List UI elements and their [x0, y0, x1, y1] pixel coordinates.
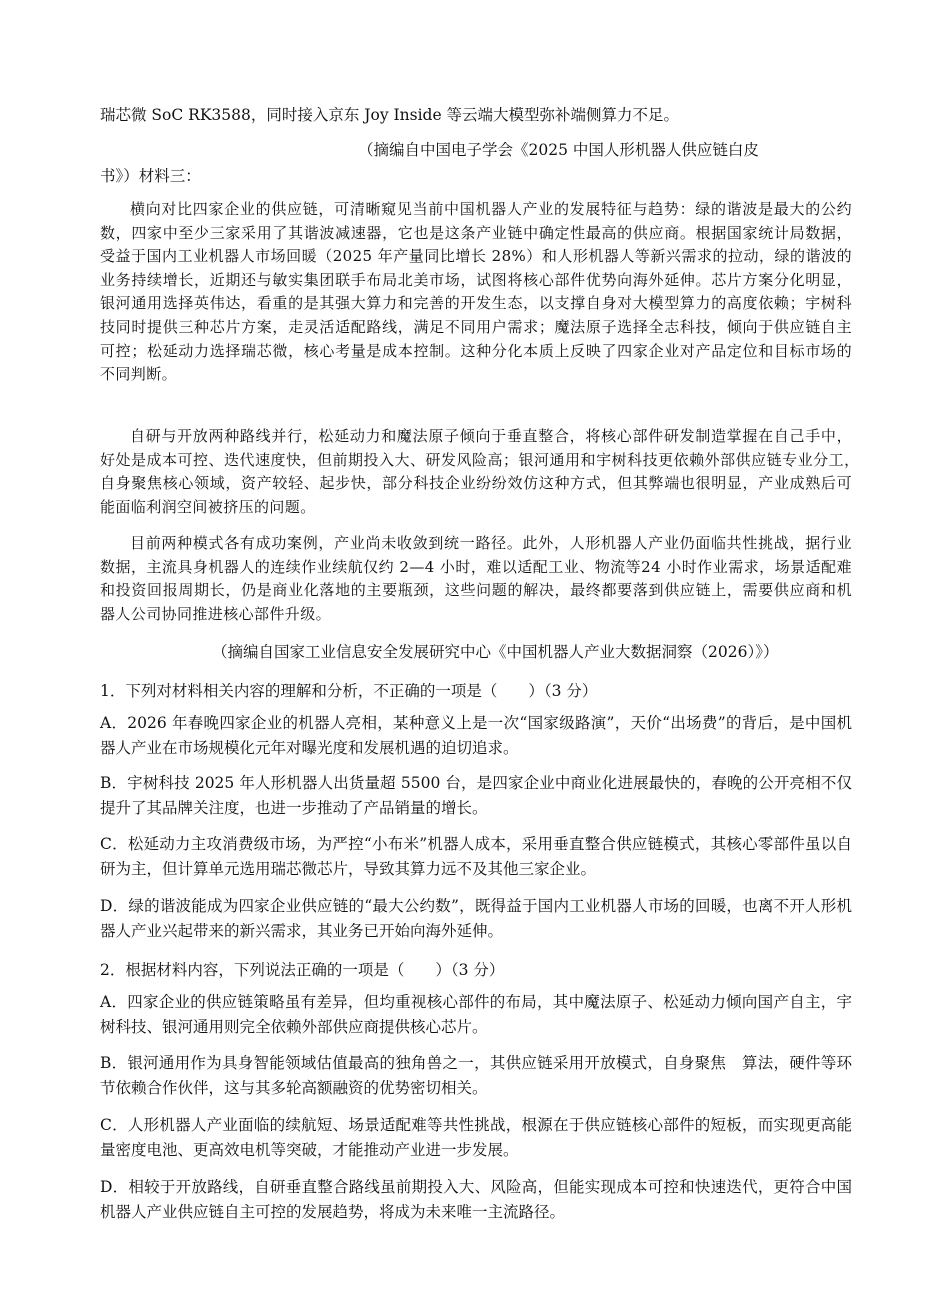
question-1-option-d: D．绿的谐波能成为四家企业供应链的“最大公约数”，既得益于国内工业机器人市场的回暖，也离不开人形机器人产业兴起带来的新兴需求，其业务已开始向海外延伸。 — [100, 897, 852, 940]
continued-text-line: 瑞芯微 SoC RK3588，同时接入京东 Joy Inside 等云端大模型弥补端侧算力不足。 — [100, 106, 680, 124]
material3-paragraph-1: 横向对比四家企业的供应链，可清晰窥见当前中国机器人产业的发展特征与趋势：绿的谐波是最大的公约数，四家中至少三家采用了其谐波减速器，它也是这条产业链中确定性最高的供应商。根据国家统计局数据，受益于国内工业机器人市场回暖（2025 年产量同比增长 28%）和人形机器人等新兴需求的拉动，绿的谐波的业务持续增长，近期还与敏实集团联手布局北美市场，试图将核心部件优势向海外延伸。芯片方案分化明显，银河通用选择英伟达，看重的是其强大算力和完善的开发生态，以支撑自身对大模型算力的高度依赖；宇树科技同时提供三种芯片方案，走灵活适配路线，满足不同用户需求；魔法原子选择全志科技，倾向于供应链自主可控；松延动力选择瑞芯微，核心考量是成本控制。这种分化本质上反映了四家企业对产品定位和目标市场的不同判断。 — [100, 200, 852, 384]
question-2-option-a: A．四家企业的供应链策略虽有差异，但均重视核心部件的布局，其中魔法原子、松延动力倾向国产自主，宇树科技、银河通用则完全依赖外部供应商提供核心芯片。 — [100, 993, 852, 1036]
material3-paragraph-3: 目前两种模式各有成功案例，产业尚未收敛到统一路径。此外，人形机器人产业仍面临共性挑战，据行业数据，主流具身机器人的连续作业续航仅约 2—4 小时，难以适配工业、物流等24 小时作业需求，场景适配难和投资回报周期长，仍是商业化落地的主要瓶颈，这些问题的解决，最终都要落到供应链上，需要供应商和机器人公司协同推进核心部件升级。 — [100, 534, 852, 623]
material3-paragraph-2: 自研与开放两种路线并行，松延动力和魔法原子倾向于垂直整合，将核心部件研发制造掌握在自己手中，好处是成本可控、迭代速度快，但前期投入大、研发风险高；银河通用和宇树科技更依赖外部供应链专业分工， 自身聚焦核心领域，资产较轻、起步快，部分科技企业纷纷效仿这种方式，但其弊端也很明显，产业成熟后可能面临利润空间被挤压的问题。 — [100, 427, 868, 516]
question-2-option-d: D．相较于开放路线，自研垂直整合路线虽前期投入大、风险高，但能实现成本可控和快速迭代，更符合中国机器人产业供应链自主可控的发展趋势，将成为未来唯一主流路径。 — [100, 1178, 852, 1221]
question-2-option-c: C．人形机器人产业面临的续航短、场景适配难等共性挑战，根源在于供应链核心部件的短板，而实现更高能量密度电池、更高效电机等突破，才能推动产业进一步发展。 — [100, 1116, 852, 1159]
source-citation-material2: （摘编自中国电子学会《2025 中国人形机器人供应链白皮 — [358, 141, 759, 159]
question-2-option-b: B．银河通用作为具身智能领域估值最高的独角兽之一，其供应链采用开放模式，自身聚焦 算法，硬件等环节依赖合作伙伴，这与其多轮高额融资的优势密切相关。 — [100, 1054, 852, 1097]
question-1-option-b: B．宇树科技 2025 年人形机器人出货量超 5500 台，是四家企业中商业化进展最快的，春晚的公开亮相不仅提升了其品牌关注度，也进一步推动了产品销量的增长。 — [100, 774, 852, 817]
question-1-option-a: A．2026 年春晚四家企业的机器人亮相，某种意义上是一次“国家级路演”，天价“出场费”的背后，是中国机器人产业在市场规模化元年对曝光度和发展机遇的迫切追求。 — [100, 714, 852, 757]
question-1-stem: 1．下列对材料相关内容的理解和分析，不正确的一项是（ ）（3 分） — [100, 682, 598, 700]
source-citation-material3: （摘编自国家工业信息安全发展研究中心《中国机器人产业大数据洞察（2026）》） — [212, 643, 779, 661]
question-1-option-c: C．松延动力主攻消费级市场，为严控“小布米”机器人成本，采用垂直整合供应链模式，其核心零部件虽以自研为主，但计算单元选用瑞芯微芯片，导致其算力远不及其他三家企业。 — [100, 835, 852, 878]
question-2-stem: 2．根据材料内容，下列说法正确的一项是（ ）（3 分） — [100, 961, 505, 979]
source-citation-material2-end: 书》）材料三： — [100, 167, 201, 185]
